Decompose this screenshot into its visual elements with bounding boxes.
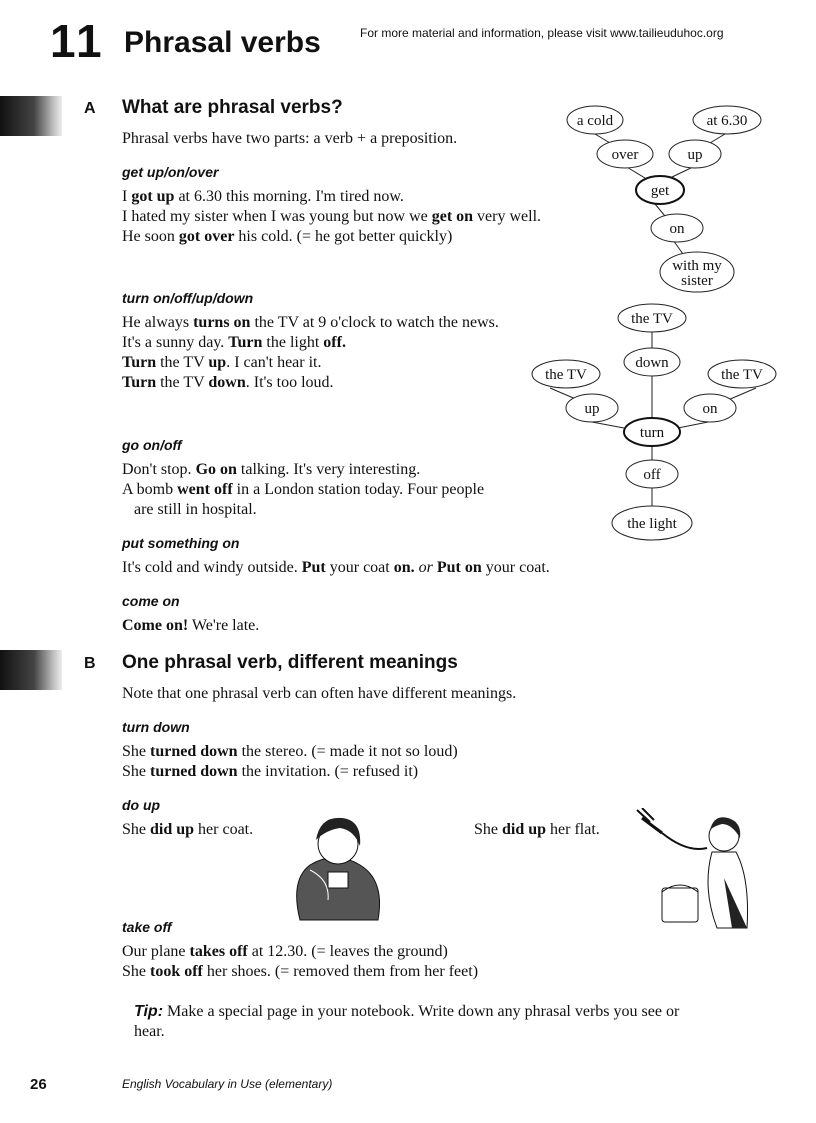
group-heading: come on	[122, 593, 180, 609]
label-a-cold: a cold	[576, 113, 614, 129]
group-heading: turn on/off/up/down	[122, 290, 254, 306]
group-heading: turn down	[122, 719, 190, 735]
text-line: She turned down the stereo. (= made it not so loud)	[122, 743, 458, 760]
label-turn: turn	[639, 425, 665, 441]
text-line: She turned down the invitation. (= refused it)	[122, 763, 419, 780]
label-sister: sister	[681, 273, 713, 289]
section-a-intro: Phrasal verbs have two parts: a verb + a preposition.	[122, 130, 458, 147]
text-line: Come on! We're late.	[122, 617, 260, 634]
section-a-bar	[0, 96, 62, 136]
text-line: He soon got over his cold. (= he got better quickly)	[122, 228, 453, 245]
text-line: Don't stop. Go on talking. It's very interesting.	[122, 461, 421, 478]
text-line: It's a sunny day. Turn the light off.	[122, 334, 346, 351]
group-heading: take off	[122, 919, 172, 935]
group-lines	[122, 616, 259, 636]
label-the-tv-right: the TV	[721, 367, 763, 383]
do-up-flat: She did up her flat.	[474, 821, 600, 838]
text-line: I hated my sister when I was young but now we get on very well.	[122, 208, 542, 225]
tip-text-2: hear.	[134, 1023, 165, 1040]
page-number: 26	[30, 1076, 47, 1093]
section-a-title: What are phrasal verbs?	[122, 97, 343, 118]
woman-coat-illustration	[270, 810, 400, 930]
text-line: Turn the TV down. It's too loud.	[122, 374, 334, 391]
label-on: on	[702, 401, 718, 417]
text-line: Our plane takes off at 12.30. (= leaves the ground)	[122, 943, 448, 960]
group-lines	[122, 187, 541, 247]
label-on: on	[669, 221, 685, 237]
text-line: Turn the TV up. I can't hear it.	[122, 354, 322, 371]
section-a-letter: A	[84, 100, 96, 117]
group-heading: put something on	[122, 535, 240, 551]
group-lines	[122, 742, 458, 782]
section-b-bar	[0, 650, 62, 690]
label-get: get	[650, 183, 670, 199]
text-line: I got up at 6.30 this morning. I'm tired now.	[122, 188, 404, 205]
group-heading: go on/off	[122, 437, 182, 453]
book-title: English Vocabulary in Use (elementary)	[122, 1077, 333, 1091]
text-line: It's cold and windy outside. Put your coat on. or Put on your coat.	[122, 559, 550, 576]
label-with-my: with my	[672, 258, 722, 274]
label-the-tv-top: the TV	[631, 311, 673, 327]
label-up: up	[584, 401, 600, 417]
unit-title: Phrasal verbs	[124, 26, 321, 59]
tip-text: Make a special page in your notebook. Write down any phrasal verbs you see or	[167, 1003, 680, 1020]
section-b-title: One phrasal verb, different meanings	[122, 652, 458, 673]
label-off: off	[643, 467, 661, 483]
group-lines	[122, 942, 478, 982]
text-line: He always turns on the TV at 9 o'clock to watch the news.	[122, 314, 499, 331]
section-b-letter: B	[84, 655, 96, 672]
text-line: A bomb went off in a London station today. Four people	[122, 481, 485, 498]
turn-diagram	[520, 300, 790, 550]
group-lines	[122, 460, 484, 520]
label-the-light: the light	[627, 516, 677, 532]
text-line: are still in hospital.	[122, 501, 257, 518]
group-heading: do up	[122, 797, 161, 813]
section-b-intro: Note that one phrasal verb can often have different meanings.	[122, 685, 517, 702]
get-diagram	[555, 100, 775, 300]
group-lines	[122, 558, 550, 578]
site-note: For more material and information, please visit www.tailieuduhoc.org	[360, 26, 724, 40]
tip-label: Tip:	[134, 1003, 164, 1020]
unit-number: 11	[50, 15, 105, 67]
label-at-630: at 6.30	[706, 113, 748, 129]
group-lines	[122, 313, 499, 393]
label-down: down	[635, 355, 669, 371]
label-up: up	[687, 147, 703, 163]
woman-painting-illustration	[632, 808, 762, 938]
group-heading: get up/on/over	[122, 164, 219, 180]
do-up-coat: She did up her coat.	[122, 821, 254, 838]
tip-box	[134, 1002, 774, 1042]
text-line: She took off her shoes. (= removed them from her feet)	[122, 963, 479, 980]
label-the-tv-left: the TV	[545, 367, 587, 383]
label-over: over	[611, 147, 639, 163]
